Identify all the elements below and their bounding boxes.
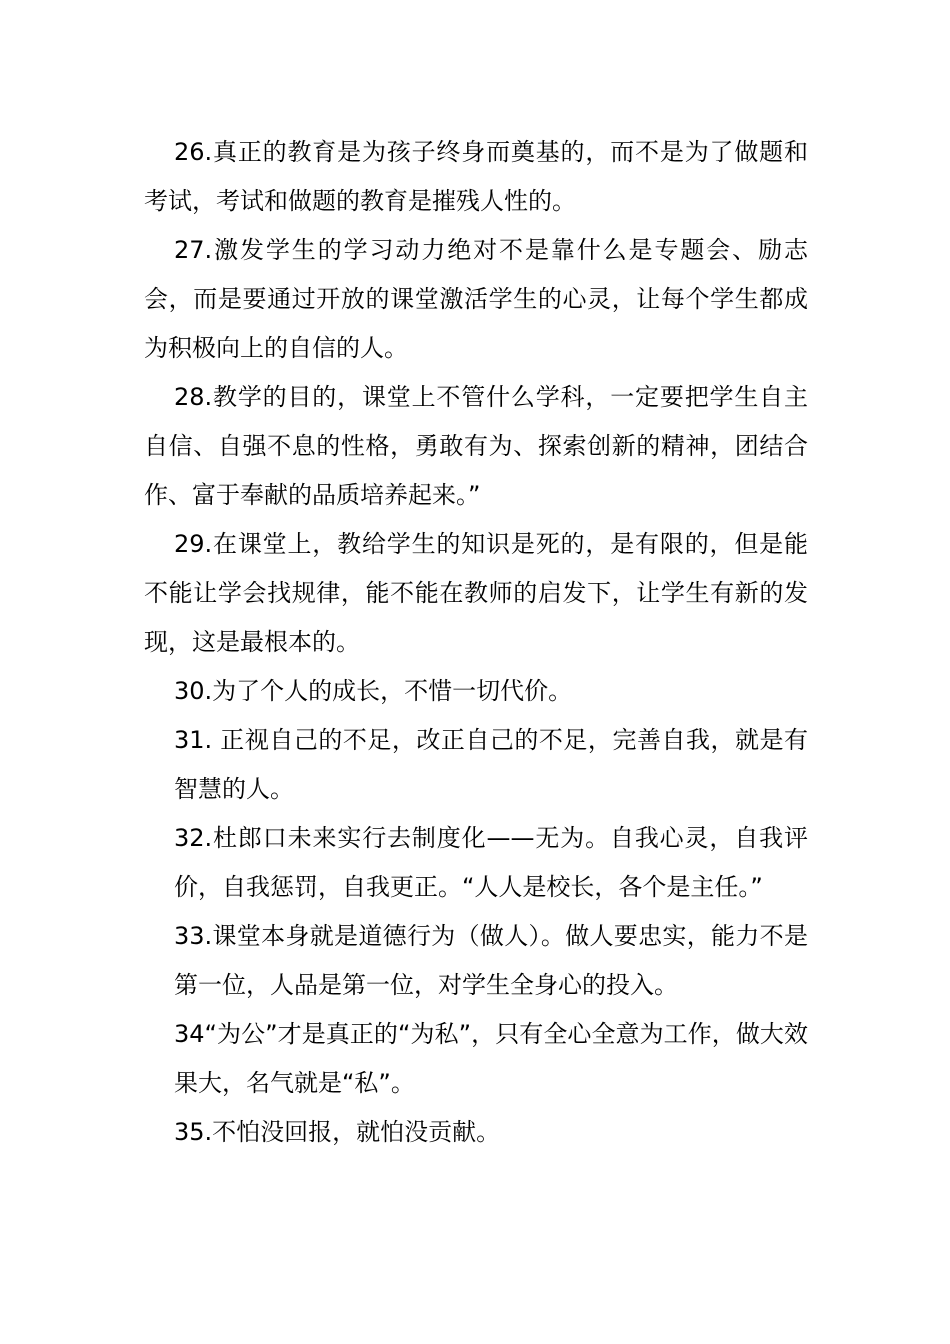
paragraph-27: 27.激发学生的学习动力绝对不是靠什么是专题会、励志会，而是要通过开放的课堂激活学生的心灵，让每个学生都成为积极向上的自信的人。	[144, 236, 808, 362]
paragraph-34: 34“为公”才是真正的“为私”，只有全心全意为工作，做大效果大，名气就是“私”。	[174, 1020, 808, 1097]
paragraph-35: 35.不怕没回报，就怕没贡献。	[174, 1118, 501, 1146]
paragraph-30: 30.为了个人的成长，不惜一切代价。	[174, 677, 573, 705]
paragraph-32: 32.杜郎口未来实行去制度化——无为。自我心灵，自我评价，自我惩罚，自我更正。“人人是校长，各个是主任。”	[174, 824, 808, 901]
paragraph-29: 29.在课堂上，教给学生的知识是死的，是有限的，但是能不能让学会找规律，能不能在教师的启发下，让学生有新的发现，这是最根本的。	[144, 530, 808, 656]
paragraph-26: 26.真正的教育是为孩子终身而奠基的，而不是为了做题和考试，考试和做题的教育是摧残人性的。	[144, 138, 808, 215]
paragraph-28: 28.教学的目的，课堂上不管什么学科，一定要把学生自主自信、自强不息的性格，勇敢有为、探索创新的精神，团结合作、富于奉献的品质培养起来。”	[144, 383, 808, 509]
document-body	[144, 128, 808, 1157]
paragraph-31: 31. 正视自己的不足，改正自己的不足，完善自我，就是有智慧的人。	[174, 726, 808, 803]
paragraph-33: 33.课堂本身就是道德行为（做人）。做人要忠实，能力不是第一位，人品是第一位，对学生全身心的投入。	[174, 922, 808, 999]
